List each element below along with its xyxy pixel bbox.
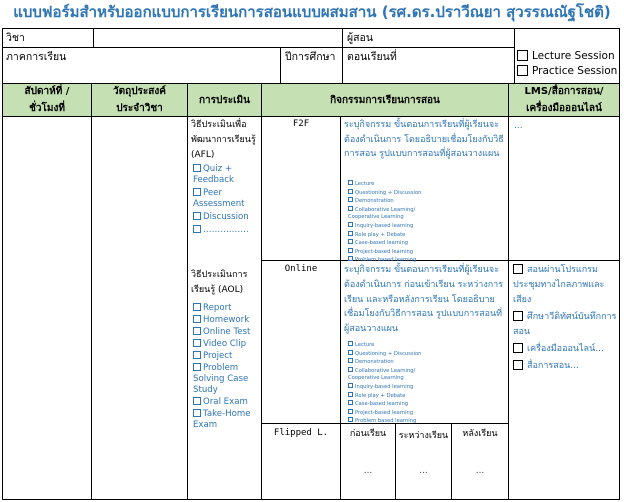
method-item[interactable]: Collaborative Learning/ Cooperative Learning [348, 367, 416, 382]
method-item[interactable]: Problem based learning [348, 417, 506, 426]
subject-label: วิชา [6, 32, 25, 44]
method-item[interactable]: Problem based learning [348, 256, 506, 265]
practice-session-option[interactable]: Practice Session [517, 64, 617, 78]
aol-checkbox[interactable] [193, 363, 201, 371]
lms-placeholder[interactable]: ... [514, 121, 523, 131]
practice-session-checkbox[interactable] [517, 65, 528, 76]
aol-checkbox[interactable] [193, 409, 201, 417]
afl-checkbox[interactable] [193, 188, 201, 196]
flipped-before-blank[interactable]: ... [363, 466, 373, 476]
afl-item[interactable]: Discussion [193, 212, 261, 223]
header-assessment: การประเมิน [188, 84, 261, 116]
aol-list [193, 303, 261, 431]
method-item[interactable]: Case-based learning [348, 400, 506, 409]
header-lms: LMS/สื่อการสอน/ เครื่องมือออนไลน์ [509, 84, 619, 116]
afl-item[interactable]: ……………. [193, 225, 261, 236]
afl-heading: วิธีประเมินเพื่อพัฒนาการเรียนรู้ (AFL) [191, 120, 256, 160]
lms-checkbox[interactable] [513, 264, 523, 274]
instructor-label: ผู้สอน [347, 32, 374, 44]
method-item[interactable]: Role play + Debate [348, 392, 506, 401]
method-item[interactable]: Project-based learning [348, 248, 506, 257]
aol-checkbox[interactable] [193, 397, 201, 405]
afl-item[interactable]: Peer Assessment [193, 188, 245, 209]
lms-checkbox[interactable] [513, 343, 523, 353]
method-item[interactable]: Questioning + Discussion [348, 189, 506, 198]
method-item[interactable]: Questioning + Discussion [348, 350, 506, 359]
form-title: แบบฟอร์มสำหรับออกแบบการเรียนการสอนแบบผสมสาน (รศ.ดร.ปราวีณยา สุวรรณณัฐโชติ) [13, 3, 611, 21]
aol-checkbox[interactable] [193, 351, 201, 359]
online-description: ระบุกิจกรรม ขั้นตอนการเรียนที่ผู้เรียนจะต้องดำเนินการ ก่อนเข้าเรียน ระหว่างการเรียน และหรือหลังการเรียน โดยอธิบายเชื่อมโยงกับวิธีการสอน รูปแบบการสอนที่ผู้สอนวางแผน [344, 265, 504, 335]
method-item[interactable]: Collaborative Learning/ Cooperative Learning [348, 206, 416, 221]
method-item[interactable]: Demonstration [348, 358, 506, 367]
aol-checkbox[interactable] [193, 303, 201, 311]
lms-item[interactable]: สอนผ่านโปรแกรมประชุมทางไกลภาพและเสียง [513, 265, 605, 305]
aol-checkbox[interactable] [193, 339, 201, 347]
lms-item[interactable]: สื่อการสอน... [513, 359, 617, 374]
method-item[interactable]: Project-based learning [348, 409, 506, 418]
lms-item[interactable]: เครื่องมือออนไลน์... [513, 342, 617, 357]
flipped-after: หลังเรียน [462, 429, 498, 439]
aol-checkbox[interactable] [193, 327, 201, 335]
flipped-during: ระหว่างเรียน [398, 431, 449, 441]
header-activity: กิจกรรมการเรียนการสอน [262, 84, 508, 116]
flipped-during-blank[interactable]: ... [419, 466, 428, 476]
aol-heading: วิธีประเมินการเรียนรู้ (AOL) [191, 270, 248, 295]
lms-list [513, 263, 617, 374]
afl-checkbox[interactable] [193, 164, 201, 172]
afl-checkbox[interactable] [193, 212, 201, 220]
aol-item[interactable]: Project [193, 351, 261, 362]
lecture-session-checkbox[interactable] [517, 50, 528, 61]
header-week: สัปดาห์ที่ / ชั่วโมงที่ [3, 84, 91, 116]
lms-item[interactable]: ศึกษาวีดิทัศน์บันทึกการสอน [513, 312, 617, 337]
flipped-before: ก่อนเรียน [349, 429, 387, 439]
lecture-session-option[interactable]: Lecture Session [517, 49, 615, 63]
aol-checkbox[interactable] [193, 315, 201, 323]
aol-item[interactable]: Report [193, 303, 261, 314]
lms-checkbox[interactable] [513, 311, 523, 321]
lms-checkbox[interactable] [513, 360, 523, 370]
mode-f2f: F2F [292, 119, 310, 129]
aol-item[interactable]: Take-Home Exam [193, 409, 251, 430]
online-methods [348, 341, 506, 426]
f2f-description: ระบุกิจกรรม ขั้นตอนการเรียนที่ผู้เรียนจะต้องดำเนินการ โดยอธิบายเชื่อมโยงกับวิธีการสอน รูปแบบการสอนที่ผู้สอนวางแผน [344, 120, 504, 159]
mode-online: Online [284, 264, 318, 274]
aol-item[interactable]: Homework [193, 315, 261, 326]
afl-item[interactable]: Quiz + Feedback [193, 164, 234, 185]
afl-checkbox[interactable] [193, 225, 201, 233]
method-item[interactable]: Case-based learning [348, 239, 506, 248]
flipped-after-blank[interactable]: ... [475, 466, 485, 476]
method-item[interactable]: Role play + Debate [348, 231, 506, 240]
f2f-methods [348, 180, 506, 265]
method-item[interactable]: Inquiry-based learning [348, 383, 506, 392]
mode-flipped: Flipped L. [273, 428, 329, 438]
method-item[interactable]: Lecture [348, 180, 506, 189]
aol-item[interactable]: Video Clip [193, 339, 261, 350]
header-objective: วัตถุประสงค์ ประจำวิชา [92, 84, 187, 116]
aol-item[interactable]: Oral Exam [193, 397, 261, 408]
year-label: ปีการศึกษา [285, 51, 336, 63]
method-item[interactable]: Inquiry-based learning [348, 222, 506, 231]
aol-item[interactable]: Problem Solving Case Study [193, 363, 249, 395]
aol-item[interactable]: Online Test [193, 327, 261, 338]
method-item[interactable]: Demonstration [348, 197, 506, 206]
section-label: ตอนเรียนที่ [347, 51, 397, 63]
method-item[interactable]: Lecture [348, 341, 506, 350]
semester-label: ภาคการเรียน [6, 51, 67, 63]
afl-list [193, 164, 261, 236]
